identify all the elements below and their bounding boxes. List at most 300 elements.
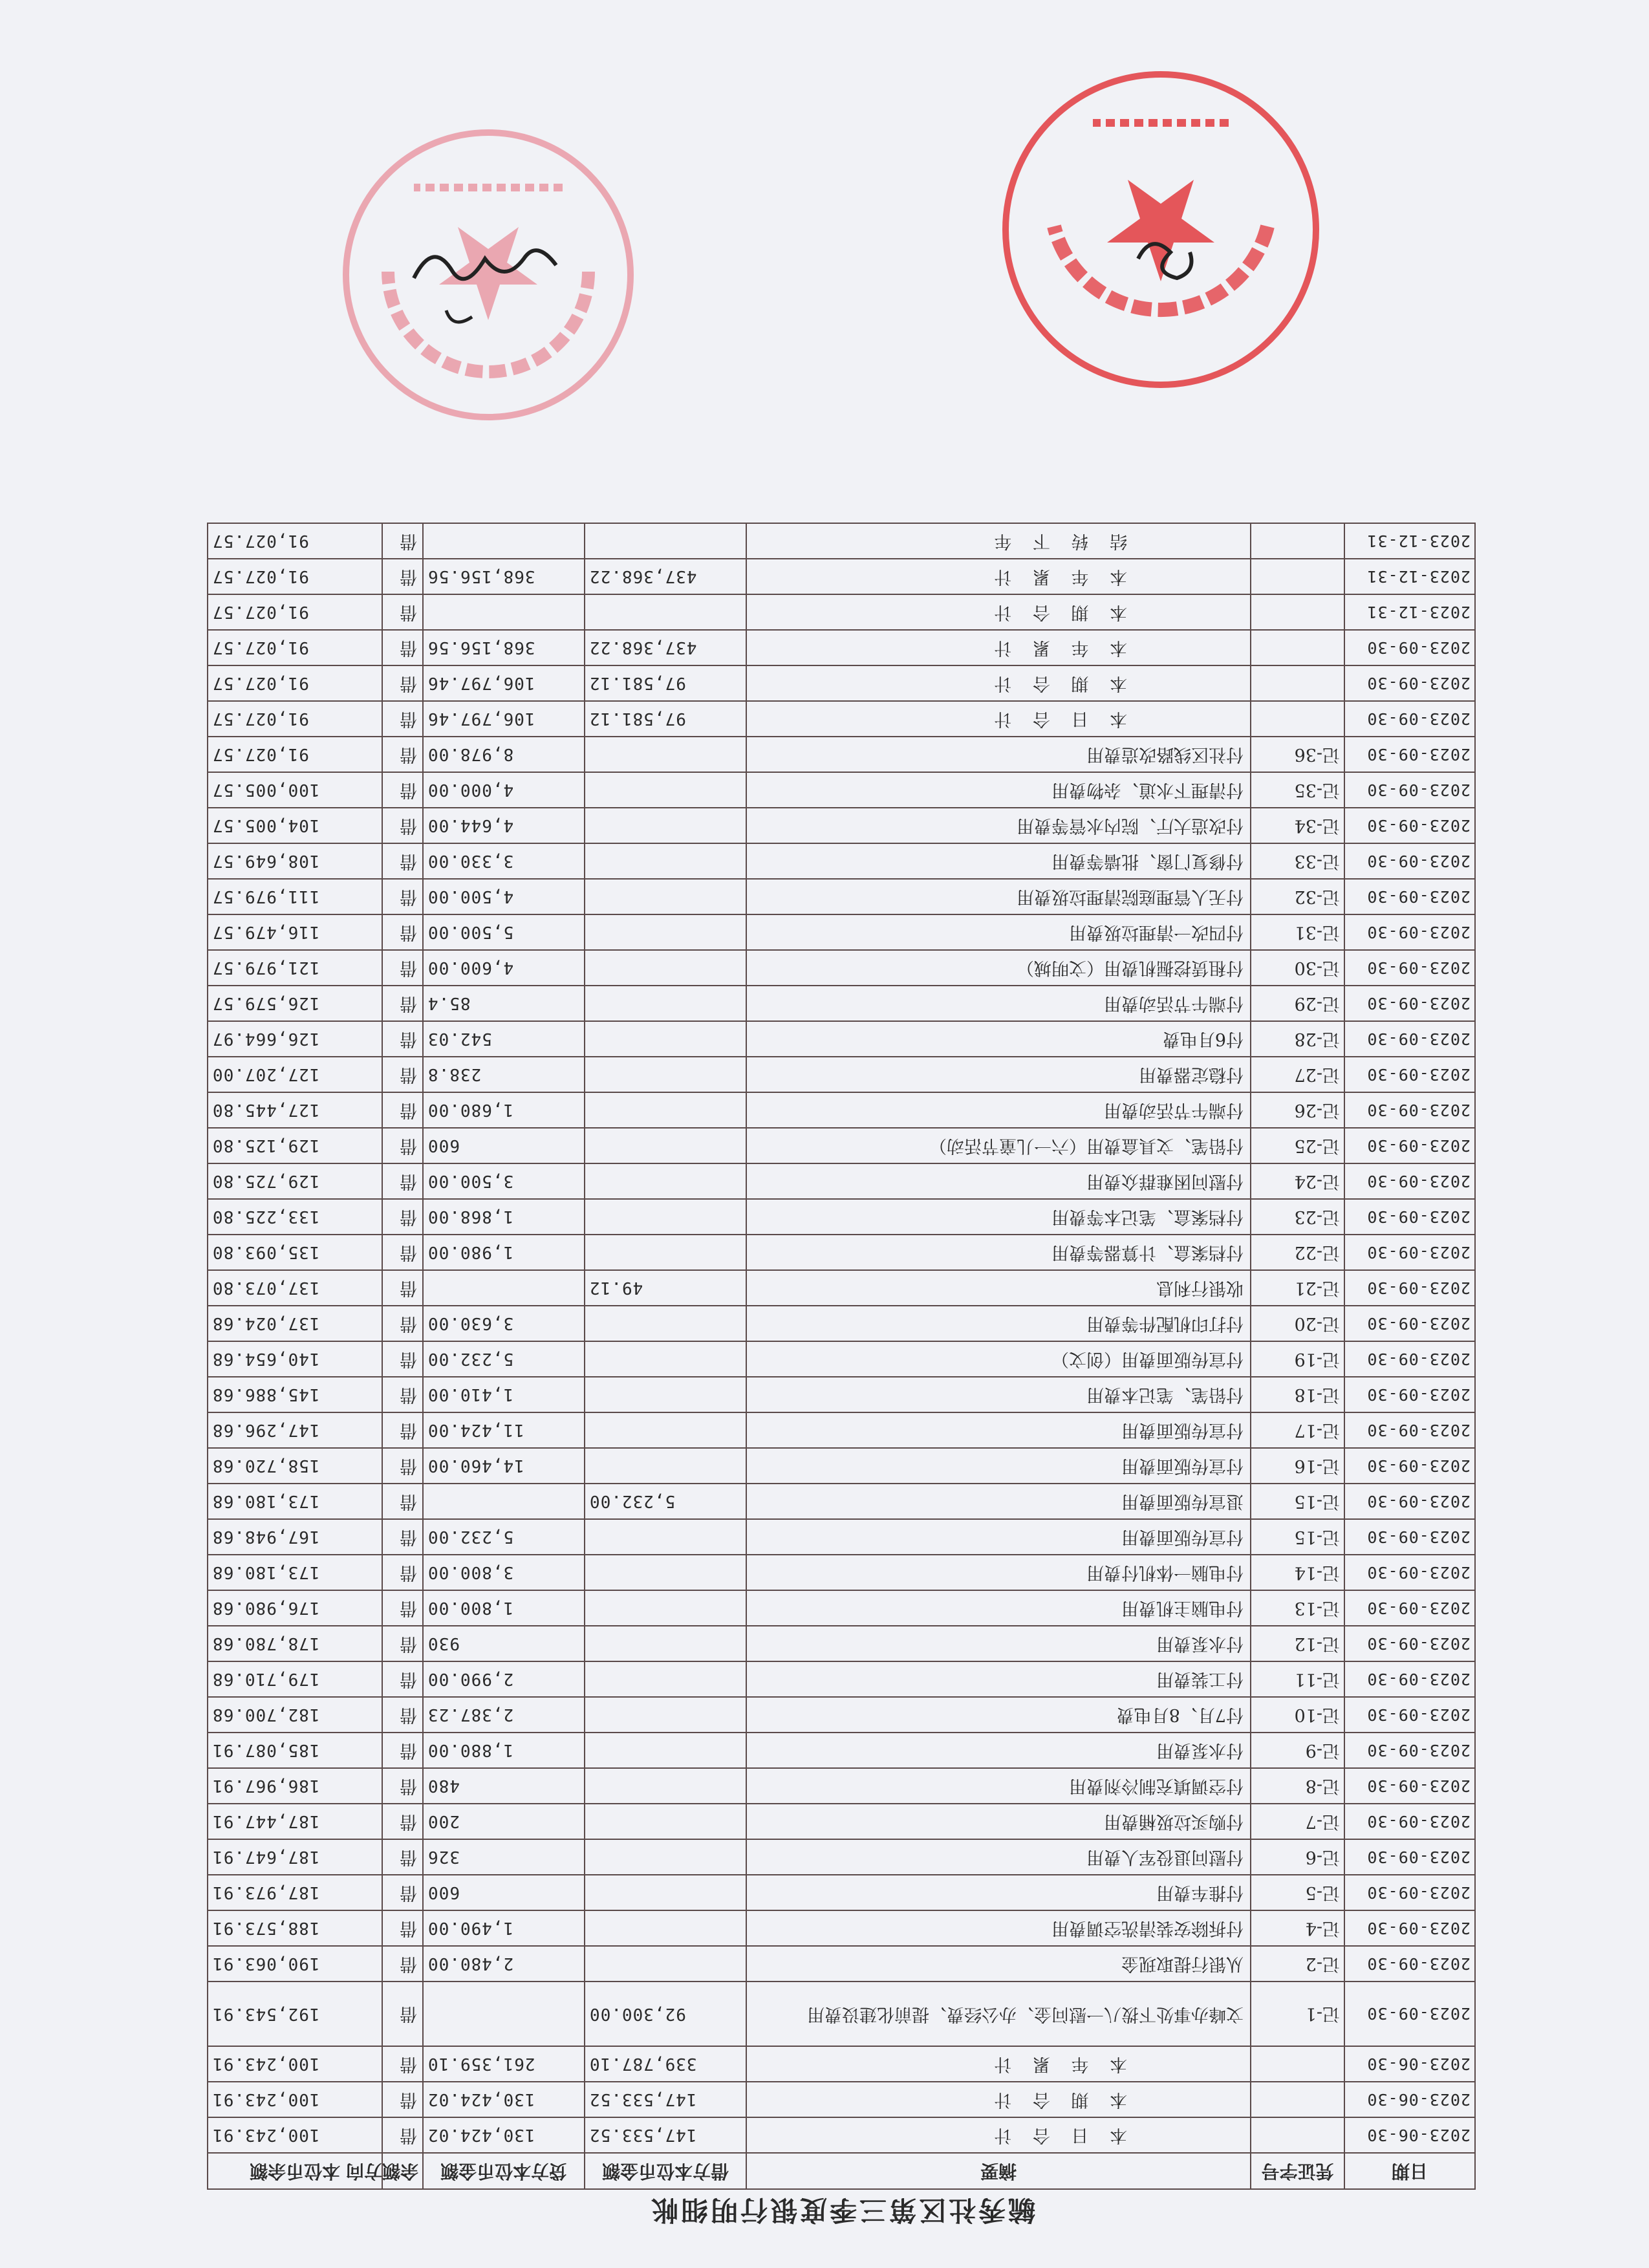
cell-summary: 付修复门窗、批墙等费用 xyxy=(746,843,1251,879)
cell-date: 2023-09-30 xyxy=(1344,1306,1475,1341)
ledger-row xyxy=(208,1128,1475,1163)
ledger-row xyxy=(208,1306,1475,1341)
cell-credit: 130,424.02 xyxy=(423,2082,585,2117)
cell-direction: 借 xyxy=(382,1910,423,1946)
cell-direction: 借 xyxy=(382,1235,423,1270)
ledger-row xyxy=(208,1021,1475,1057)
cell-direction: 借 xyxy=(382,1412,423,1448)
cell-summary: 付四改一清理垃圾费用 xyxy=(746,914,1251,950)
cell-date: 2023-09-30 xyxy=(1344,1519,1475,1555)
cell-direction: 借 xyxy=(382,523,423,559)
cell-summary: 付慰问退役军人费用 xyxy=(746,1839,1251,1875)
cell-voucher: 记-13 xyxy=(1251,1590,1344,1626)
cell-balance: 129,725.80 xyxy=(208,1163,382,1199)
cell-voucher: 记-34 xyxy=(1251,808,1344,843)
cell-voucher: 记-28 xyxy=(1251,1021,1344,1057)
ledger-row xyxy=(208,1946,1475,1982)
cell-date: 2023-09-30 xyxy=(1344,1697,1475,1733)
ledger-row xyxy=(208,808,1475,843)
cell-direction: 借 xyxy=(382,950,423,986)
ledger-row xyxy=(208,1199,1475,1235)
cell-summary: 付宣传版面费用 xyxy=(746,1412,1251,1448)
column-header-date: 日期 xyxy=(1344,2153,1475,2189)
cell-credit: 4,600.00 xyxy=(423,950,585,986)
cell-credit: 2,990.00 xyxy=(423,1661,585,1697)
cell-summary: 本 日 合 计 xyxy=(746,701,1251,737)
cell-date: 2023-09-30 xyxy=(1344,1839,1475,1875)
column-header-credit: 贷方本位币金额 xyxy=(423,2153,585,2189)
cell-debit: 97,581.12 xyxy=(585,665,746,701)
cell-voucher: 记-19 xyxy=(1251,1341,1344,1377)
ledger-row xyxy=(208,879,1475,914)
cell-summary: 本 日 合 计 xyxy=(746,2117,1251,2153)
cell-summary: 付拆除安装清洗空调费用 xyxy=(746,1910,1251,1946)
cell-balance: 100,243.91 xyxy=(208,2117,382,2153)
cell-credit xyxy=(423,1484,585,1519)
cell-credit: 4,500.00 xyxy=(423,879,585,914)
cell-credit: 480 xyxy=(423,1768,585,1804)
table-header-row xyxy=(208,2153,1475,2189)
cell-balance: 179,710.68 xyxy=(208,1661,382,1697)
cell-voucher: 记-17 xyxy=(1251,1412,1344,1448)
cell-credit: 200 xyxy=(423,1804,585,1839)
cell-voucher: 记-5 xyxy=(1251,1875,1344,1910)
cell-date: 2023-09-30 xyxy=(1344,1982,1475,2046)
cell-debit xyxy=(585,1555,746,1590)
cell-date: 2023-09-30 xyxy=(1344,1163,1475,1199)
cell-credit: 261,359.10 xyxy=(423,2046,585,2082)
document-title: 毓秀社区第三季度银行明细帐 xyxy=(649,2194,1036,2226)
cell-date: 2023-09-30 xyxy=(1344,1270,1475,1306)
cell-direction: 借 xyxy=(382,1839,423,1875)
cell-summary: 付电脑一体机付费用 xyxy=(746,1555,1251,1590)
cell-voucher xyxy=(1251,630,1344,665)
cell-debit: 92,300.00 xyxy=(585,1982,746,2046)
cell-credit xyxy=(423,1982,585,2046)
cell-voucher: 记-6 xyxy=(1251,1839,1344,1875)
ledger-row xyxy=(208,1270,1475,1306)
cell-debit: 147,533.52 xyxy=(585,2117,746,2153)
ledger-row xyxy=(208,1982,1475,2046)
cell-date: 2023-09-30 xyxy=(1344,914,1475,950)
cell-date: 2023-09-30 xyxy=(1344,1910,1475,1946)
cell-balance: 116,479.57 xyxy=(208,914,382,950)
cell-summary: 付宣传版面费用 xyxy=(746,1519,1251,1555)
cell-credit xyxy=(423,523,585,559)
cell-debit: 339,787.10 xyxy=(585,2046,746,2082)
cell-date: 2023-09-30 xyxy=(1344,1555,1475,1590)
cell-credit: 1,880.00 xyxy=(423,1733,585,1768)
cell-balance: 145,886.68 xyxy=(208,1377,382,1412)
cell-summary: 付7月、8月电费 xyxy=(746,1697,1251,1733)
cell-voucher: 记-7 xyxy=(1251,1804,1344,1839)
cell-summary: 付6月电费 xyxy=(746,1021,1251,1057)
cell-credit: 542.03 xyxy=(423,1021,585,1057)
cell-direction: 借 xyxy=(382,737,423,772)
cell-summary: 付社区线路改造费用 xyxy=(746,737,1251,772)
cell-date: 2023-09-30 xyxy=(1344,1199,1475,1235)
cell-credit: 600 xyxy=(423,1875,585,1910)
cell-direction: 借 xyxy=(382,1519,423,1555)
cell-credit: 2,387.23 xyxy=(423,1697,585,1733)
cell-debit xyxy=(585,1163,746,1199)
cell-date: 2023-09-30 xyxy=(1344,1804,1475,1839)
cell-summary: 付清理下水道、杂物费用 xyxy=(746,772,1251,808)
cell-summary: 付宣传版面费用（创文） xyxy=(746,1341,1251,1377)
cell-date: 2023-06-30 xyxy=(1344,2117,1475,2153)
cell-voucher: 记-23 xyxy=(1251,1199,1344,1235)
ledger-row xyxy=(208,1484,1475,1519)
cell-debit: 147,533.52 xyxy=(585,2082,746,2117)
ledger-table xyxy=(207,523,1476,2190)
cell-summary: 本 期 合 计 xyxy=(746,2082,1251,2117)
column-header-voucher: 凭证字号 xyxy=(1251,2153,1344,2189)
cell-direction: 借 xyxy=(382,1484,423,1519)
cell-voucher: 记-8 xyxy=(1251,1768,1344,1804)
cell-voucher: 记-26 xyxy=(1251,1092,1344,1128)
cell-debit xyxy=(585,1839,746,1875)
cell-balance: 91,027.57 xyxy=(208,523,382,559)
cell-summary: 付水泵费用 xyxy=(746,1733,1251,1768)
ledger-row xyxy=(208,1519,1475,1555)
cell-credit: 130,424.02 xyxy=(423,2117,585,2153)
ledger-row xyxy=(208,914,1475,950)
cell-date: 2023-12-31 xyxy=(1344,559,1475,594)
supervision-committee-seal xyxy=(336,123,640,427)
cell-summary: 从银行提取现金 xyxy=(746,1946,1251,1982)
cell-balance: 111,979.57 xyxy=(208,879,382,914)
cell-credit: 238.8 xyxy=(423,1057,585,1092)
cell-date: 2023-09-30 xyxy=(1344,1448,1475,1484)
cell-direction: 借 xyxy=(382,1733,423,1768)
cell-date: 2023-06-30 xyxy=(1344,2046,1475,2082)
ledger-row xyxy=(208,1590,1475,1626)
cell-balance: 178,780.68 xyxy=(208,1626,382,1661)
cell-credit: 5,232.00 xyxy=(423,1519,585,1555)
cell-debit xyxy=(585,950,746,986)
cell-debit xyxy=(585,1804,746,1839)
cell-debit: 97,581.12 xyxy=(585,701,746,737)
ledger-row xyxy=(208,1768,1475,1804)
cell-credit: 1,490.00 xyxy=(423,1910,585,1946)
cell-balance: 137,024.68 xyxy=(208,1306,382,1341)
cell-summary: 付租赁挖掘机费用（文明城） xyxy=(746,950,1251,986)
cell-direction: 借 xyxy=(382,1377,423,1412)
cell-debit xyxy=(585,1590,746,1626)
cell-credit xyxy=(423,1270,585,1306)
cell-credit: 1,680.00 xyxy=(423,1092,585,1128)
cell-voucher: 记-20 xyxy=(1251,1306,1344,1341)
cell-summary: 付购买垃圾桶费用 xyxy=(746,1804,1251,1839)
community-committee-seal xyxy=(996,65,1326,394)
cell-date: 2023-09-30 xyxy=(1344,1412,1475,1448)
cell-balance: 127,445.80 xyxy=(208,1092,382,1128)
cell-voucher: 记-32 xyxy=(1251,879,1344,914)
cell-balance: 185,087.91 xyxy=(208,1733,382,1768)
ledger-row xyxy=(208,1057,1475,1092)
cell-direction: 借 xyxy=(382,914,423,950)
cell-debit xyxy=(585,879,746,914)
cell-date: 2023-09-30 xyxy=(1344,1733,1475,1768)
cell-voucher: 记-29 xyxy=(1251,986,1344,1021)
cell-summary: 付无人管理庭院清理垃圾费用 xyxy=(746,879,1251,914)
cell-voucher: 记-24 xyxy=(1251,1163,1344,1199)
cell-debit xyxy=(585,986,746,1021)
cell-date: 2023-09-30 xyxy=(1344,665,1475,701)
ledger-row xyxy=(208,1377,1475,1412)
cell-debit xyxy=(585,1661,746,1697)
cell-debit xyxy=(585,1235,746,1270)
cell-date: 2023-09-30 xyxy=(1344,1768,1475,1804)
ledger-row xyxy=(208,950,1475,986)
cell-debit xyxy=(585,1199,746,1235)
cell-date: 2023-09-30 xyxy=(1344,630,1475,665)
ledger-row xyxy=(208,843,1475,879)
cell-date: 2023-12-31 xyxy=(1344,523,1475,559)
cell-balance: 100,243.91 xyxy=(208,2082,382,2117)
column-header-debit: 借方本位币金额 xyxy=(585,2153,746,2189)
cell-credit: 368,156.56 xyxy=(423,630,585,665)
cell-credit: 11,424.00 xyxy=(423,1412,585,1448)
cell-balance: 187,647.91 xyxy=(208,1839,382,1875)
cell-direction: 借 xyxy=(382,1804,423,1839)
cell-voucher xyxy=(1251,2082,1344,2117)
ledger-row xyxy=(208,594,1475,630)
cell-debit xyxy=(585,1377,746,1412)
cell-direction: 借 xyxy=(382,879,423,914)
cell-balance: 173,180.68 xyxy=(208,1484,382,1519)
cell-summary: 付档案盒、计算器等费用 xyxy=(746,1235,1251,1270)
cell-direction: 借 xyxy=(382,1448,423,1484)
cell-debit: 5,232.00 xyxy=(585,1484,746,1519)
cell-balance: 108,649.57 xyxy=(208,843,382,879)
cell-voucher: 记-35 xyxy=(1251,772,1344,808)
cell-date: 2023-09-30 xyxy=(1344,1484,1475,1519)
ledger-row xyxy=(208,1555,1475,1590)
cell-voucher: 记-21 xyxy=(1251,1270,1344,1306)
cell-voucher xyxy=(1251,2046,1344,2082)
cell-direction: 借 xyxy=(382,1092,423,1128)
cell-voucher xyxy=(1251,2117,1344,2153)
cell-direction: 借 xyxy=(382,1697,423,1733)
cell-credit: 326 xyxy=(423,1839,585,1875)
cell-direction: 借 xyxy=(382,1768,423,1804)
cell-date: 2023-09-30 xyxy=(1344,772,1475,808)
cell-balance: 91,027.57 xyxy=(208,559,382,594)
cell-summary: 退宣传版面费用 xyxy=(746,1484,1251,1519)
cell-voucher: 记-33 xyxy=(1251,843,1344,879)
cell-voucher: 记-11 xyxy=(1251,1661,1344,1697)
cell-balance: 126,579.57 xyxy=(208,986,382,1021)
cell-debit xyxy=(585,1021,746,1057)
cell-debit xyxy=(585,594,746,630)
cell-date: 2023-06-30 xyxy=(1344,2082,1475,2117)
cell-summary: 收银行利息 xyxy=(746,1270,1251,1306)
cell-credit: 3,800.00 xyxy=(423,1555,585,1590)
cell-credit: 14,460.00 xyxy=(423,1448,585,1484)
ledger-row xyxy=(208,772,1475,808)
cell-debit: 437,368.22 xyxy=(585,559,746,594)
cell-date: 2023-09-30 xyxy=(1344,1661,1475,1697)
cell-summary: 付电脑主机费用 xyxy=(746,1590,1251,1626)
cell-balance: 140,654.68 xyxy=(208,1341,382,1377)
cell-voucher: 记-36 xyxy=(1251,737,1344,772)
cell-direction: 借 xyxy=(382,1270,423,1306)
cell-summary: 付端午节活动费用 xyxy=(746,986,1251,1021)
cell-direction: 借 xyxy=(382,1306,423,1341)
cell-summary: 本 期 合 计 xyxy=(746,594,1251,630)
cell-date: 2023-09-30 xyxy=(1344,1128,1475,1163)
cell-credit: 2,480.00 xyxy=(423,1946,585,1982)
cell-balance: 182,700.68 xyxy=(208,1697,382,1733)
cell-credit: 1,800.00 xyxy=(423,1590,585,1626)
cell-debit xyxy=(585,1092,746,1128)
cell-summary: 付推车费用 xyxy=(746,1875,1251,1910)
ledger-row xyxy=(208,2082,1475,2117)
cell-direction: 借 xyxy=(382,630,423,665)
ledger-row xyxy=(208,2046,1475,2082)
cell-balance: 186,967.91 xyxy=(208,1768,382,1804)
cell-direction: 借 xyxy=(382,2117,423,2153)
cell-debit xyxy=(585,1733,746,1768)
cell-date: 2023-09-30 xyxy=(1344,737,1475,772)
cell-balance: 91,027.57 xyxy=(208,665,382,701)
cell-balance: 100,243.91 xyxy=(208,2046,382,2082)
cell-credit: 1,410.00 xyxy=(423,1377,585,1412)
ledger-row xyxy=(208,701,1475,737)
cell-direction: 借 xyxy=(382,1555,423,1590)
ledger-row xyxy=(208,1910,1475,1946)
cell-direction: 借 xyxy=(382,808,423,843)
cell-direction: 借 xyxy=(382,1946,423,1982)
cell-debit xyxy=(585,1768,746,1804)
cell-date: 2023-09-30 xyxy=(1344,1875,1475,1910)
ledger-row xyxy=(208,1626,1475,1661)
cell-debit: 49.12 xyxy=(585,1270,746,1306)
cell-debit xyxy=(585,523,746,559)
cell-credit: 368,156.56 xyxy=(423,559,585,594)
cell-balance: 187,973.91 xyxy=(208,1875,382,1910)
cell-debit xyxy=(585,1697,746,1733)
cell-direction: 借 xyxy=(382,1341,423,1377)
cell-credit: 3,630.00 xyxy=(423,1306,585,1341)
cell-balance: 104,005.57 xyxy=(208,808,382,843)
cell-summary: 文峰办事处下拨八一慰问金、办公经费、提前化建设费用 xyxy=(746,1982,1251,2046)
cell-date: 2023-09-30 xyxy=(1344,879,1475,914)
cell-direction: 借 xyxy=(382,1626,423,1661)
cell-summary: 付水泵费用 xyxy=(746,1626,1251,1661)
cell-date: 2023-09-30 xyxy=(1344,1377,1475,1412)
cell-date: 2023-09-30 xyxy=(1344,1235,1475,1270)
ledger-row xyxy=(208,630,1475,665)
cell-date: 2023-09-30 xyxy=(1344,701,1475,737)
cell-balance: 167,948.68 xyxy=(208,1519,382,1555)
cell-voucher: 记-4 xyxy=(1251,1910,1344,1946)
cell-balance: 135,093.80 xyxy=(208,1235,382,1270)
ledger-row xyxy=(208,665,1475,701)
cell-balance: 173,180.68 xyxy=(208,1555,382,1590)
column-header-summary: 摘要 xyxy=(746,2153,1251,2189)
cell-credit: 3,330.00 xyxy=(423,843,585,879)
cell-balance: 158,720.68 xyxy=(208,1448,382,1484)
cell-direction: 借 xyxy=(382,1982,423,2046)
cell-debit xyxy=(585,1448,746,1484)
cell-credit: 4,644.00 xyxy=(423,808,585,843)
cell-balance: 127,207.00 xyxy=(208,1057,382,1092)
cell-summary: 结 转 下 年 xyxy=(746,523,1251,559)
cell-credit: 5,500.00 xyxy=(423,914,585,950)
cell-summary: 付空调填充制冷剂费用 xyxy=(746,1768,1251,1804)
cell-voucher: 记-31 xyxy=(1251,914,1344,950)
cell-debit xyxy=(585,1910,746,1946)
cell-direction: 借 xyxy=(382,594,423,630)
cell-voucher: 记-22 xyxy=(1251,1235,1344,1270)
cell-voucher: 记-15 xyxy=(1251,1519,1344,1555)
cell-direction: 借 xyxy=(382,701,423,737)
cell-direction: 借 xyxy=(382,1875,423,1910)
cell-balance: 187,447.91 xyxy=(208,1804,382,1839)
ledger-body xyxy=(208,523,1475,2153)
cell-voucher: 记-25 xyxy=(1251,1128,1344,1163)
cell-direction: 借 xyxy=(382,772,423,808)
cell-voucher: 记-10 xyxy=(1251,1697,1344,1733)
cell-direction: 借 xyxy=(382,665,423,701)
cell-debit xyxy=(585,914,746,950)
cell-voucher: 记-9 xyxy=(1251,1733,1344,1768)
ledger-row xyxy=(208,1341,1475,1377)
cell-credit: 4,000.00 xyxy=(423,772,585,808)
column-header-balance: 本位币余额 xyxy=(208,2153,382,2189)
cell-date: 2023-09-30 xyxy=(1344,1626,1475,1661)
cell-debit xyxy=(585,1626,746,1661)
cell-date: 2023-09-30 xyxy=(1344,1092,1475,1128)
cell-summary: 本 年 累 计 xyxy=(746,630,1251,665)
cell-direction: 借 xyxy=(382,843,423,879)
cell-balance: 91,027.57 xyxy=(208,630,382,665)
cell-debit xyxy=(585,808,746,843)
cell-debit xyxy=(585,1128,746,1163)
cell-debit xyxy=(585,1946,746,1982)
cell-direction: 借 xyxy=(382,1128,423,1163)
cell-summary: 付铅笔、笔记本费用 xyxy=(746,1377,1251,1412)
ledger-row xyxy=(208,1733,1475,1768)
cell-summary: 本 年 累 计 xyxy=(746,2046,1251,2082)
cell-balance: 188,573.91 xyxy=(208,1910,382,1946)
cell-credit: 106,797.46 xyxy=(423,701,585,737)
cell-debit xyxy=(585,772,746,808)
cell-credit: 930 xyxy=(423,1626,585,1661)
ledger-row xyxy=(208,1448,1475,1484)
cell-debit xyxy=(585,843,746,879)
ledger-row xyxy=(208,1163,1475,1199)
ledger-row xyxy=(208,1235,1475,1270)
cell-balance: 100,005.57 xyxy=(208,772,382,808)
ledger-row xyxy=(208,1092,1475,1128)
cell-direction: 借 xyxy=(382,559,423,594)
ledger-row xyxy=(208,1412,1475,1448)
cell-voucher xyxy=(1251,665,1344,701)
cell-voucher xyxy=(1251,523,1344,559)
cell-direction: 借 xyxy=(382,1199,423,1235)
cell-summary: 本 年 累 计 xyxy=(746,559,1251,594)
cell-direction: 借 xyxy=(382,1661,423,1697)
cell-balance: 121,979.57 xyxy=(208,950,382,986)
cell-credit: 106,797.46 xyxy=(423,665,585,701)
cell-direction: 借 xyxy=(382,2082,423,2117)
cell-summary: 本 期 合 计 xyxy=(746,665,1251,701)
cell-voucher: 记-12 xyxy=(1251,1626,1344,1661)
cell-summary: 付稳定器费用 xyxy=(746,1057,1251,1092)
